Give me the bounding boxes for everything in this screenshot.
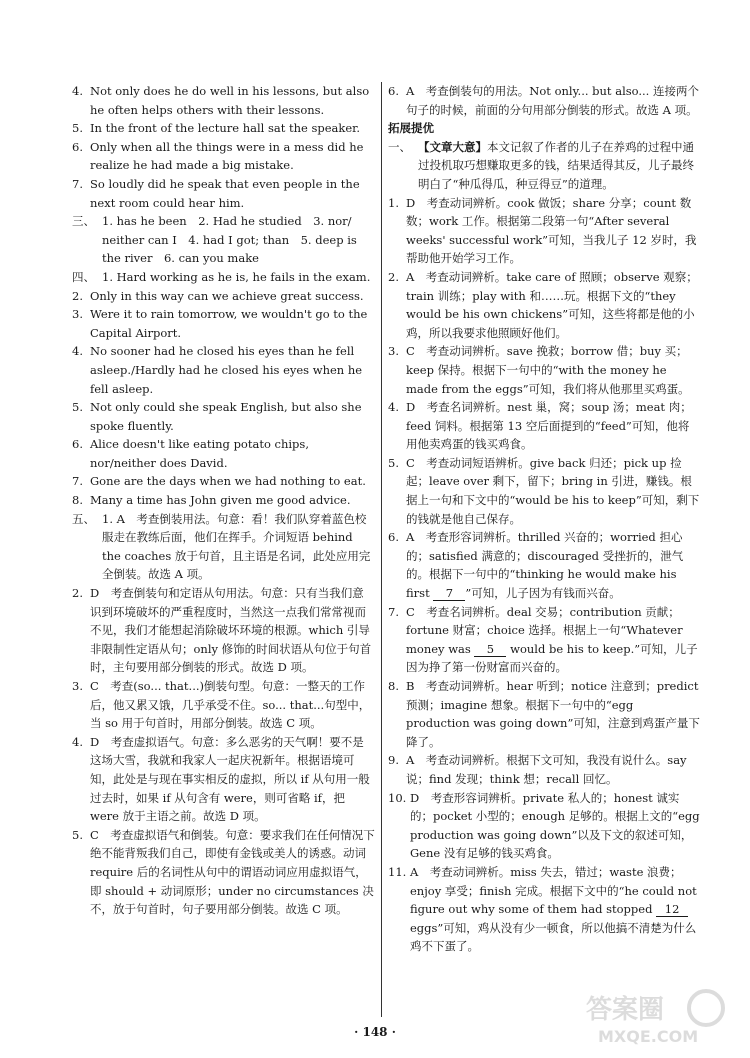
item-text: 1. A 考查倒装用法。句意：看！我们队穿着蓝色校服走在教练后面，他们在挥手。介词短语 behind the coaches 放于句首，且主语是名词，此处应用完全倒装。故选 A 项。	[102, 511, 371, 582]
item-number: 6.	[72, 437, 83, 452]
item-text: D 考查虚拟语气。句意：多么恶劣的天气啊！要不是这场大雪，我就和我家人一起庆祝新年。根据语境可知，此处是与现在事实相反的虚拟，所以 if 从句用一般过去时，如果 if 从句含有 were，则可省略 if，把 were 放于主语之前。故选 D 项。	[90, 734, 370, 824]
item-text: Alice doesn't like eating potato chips, nor/neither does David.	[90, 437, 309, 470]
item-text: D 考查倒装句和定语从句用法。句意：只有当我们意识到环境破坏的严重程度时，当然这一点我们常常视而不见，我们才能想起消除破坏环境的根源。which 引导非限制性定语从句；only 修饰的时间状语从句位于句首时，主句要用部分倒装的形式。故选 D 项。	[90, 586, 372, 675]
answer-item	[72, 398, 375, 435]
item-text: C 考查(so... that...)倒装句型。句意：一整天的工作后，他又累又饿，几乎承受不住。so... that...句型中，当 so 用于句首时，用部分倒装。故选 C 项。	[90, 679, 371, 731]
answer-item	[72, 138, 375, 175]
item-number: 9.	[388, 753, 399, 768]
right-answers	[388, 194, 700, 956]
item-number: 7.	[72, 474, 83, 489]
item-text: C 考查虚拟语气和倒装。句意：要求我们在任何情况下绝不能背叛我们自己，即使有金钱或美人的诱惑。动词 require 后的名词性从句中的谓语动词应用虚拟语气，即 should + 动词原形；under no circumstances 决不，放于句首时，句子要用部分倒装。故选 C 项。	[90, 827, 375, 917]
answer-item	[388, 398, 700, 454]
item-number: 3.	[72, 679, 83, 693]
item-text: Not only could she speak English, but also she spoke fluently.	[90, 400, 362, 433]
item-text: B 考查动词辨析。hear 听到；notice 注意到；predict 预测；imagine 想象。根据下一句中的“egg production was going down”可知，注意到鸡蛋产量下降了。	[406, 679, 700, 749]
item-text: ”可知，儿子因为有钱而兴奋。	[465, 586, 621, 601]
item-number: 三、	[72, 214, 95, 229]
item-text: eggs”可知，鸡从没有少一顿食，所以他搞不清楚为什么鸡不下蛋了。	[410, 920, 697, 954]
item-text: In the front of the lecture hall sat the speaker.	[90, 121, 361, 136]
answer-item	[72, 268, 375, 287]
item-number: 4.	[72, 734, 83, 749]
item-number: 2.	[72, 586, 83, 601]
item-text: C 考查动词辨析。save 挽救；borrow 借；buy 买；keep 保持。根据下一句中的“with the money he made from the eggs”可知，我们将从他那里买鸡蛋。	[406, 344, 690, 396]
item-number: 四、	[72, 269, 95, 284]
section-title: 拓展提优	[388, 121, 434, 136]
item-text: So loudly did he speak that even people in the next room could hear him.	[90, 176, 360, 210]
item-number: 7.	[72, 176, 83, 191]
svg-text:MXQE.COM: MXQE.COM	[598, 1027, 699, 1046]
answer-item	[72, 491, 375, 510]
answer-item	[388, 677, 700, 751]
item-text: A 考查动词辨析。根据下文可知，我没有说什么。say 说；find 发现；think 想；recall 回忆。	[406, 753, 687, 786]
item-text: Only in this way can we achieve great success.	[90, 288, 364, 303]
blank-number: 5	[474, 642, 506, 657]
article-summary	[388, 138, 700, 194]
item-text: Gone are the days when we had nothing to eat.	[90, 474, 366, 489]
item-number: 五、	[72, 511, 95, 526]
item-text: Not only does he do well in his lessons, but also he often helps others with their lessons.	[90, 84, 370, 117]
answer-item	[388, 863, 700, 956]
answer-item	[72, 826, 375, 919]
item-text: Only when all the things were in a mess did he realize he had made a big mistake.	[90, 139, 364, 173]
answer-item	[72, 677, 375, 733]
item-text: Were it to rain tomorrow, we wouldn't go to the Capital Airport.	[90, 307, 368, 340]
item-number: 6.	[388, 530, 399, 545]
item-text: D 考查动词辨析。cook 做饭；share 分享；count 数数；work 工作。根据第二段第一句“After several weeks' successful work”可知，当我儿子 12 岁时，我帮助他开始学习工作。	[406, 195, 697, 266]
item-number: 4.	[72, 84, 83, 98]
item-number: 10.	[388, 790, 407, 805]
answer-item	[72, 212, 375, 268]
item-number: 5.	[388, 455, 399, 470]
column-divider	[381, 82, 382, 1017]
item-text: Many a time has John given me good advice.	[90, 493, 351, 508]
item-number: 6.	[388, 84, 399, 98]
answer-item	[388, 82, 700, 119]
summary-number: 一、	[388, 139, 411, 154]
blank-number: 7	[433, 586, 465, 601]
item-number: 4.	[388, 400, 399, 415]
answer-item	[388, 603, 700, 677]
item-number: 7.	[388, 604, 399, 619]
item-text: 1. has he been 2. Had he studied 3. nor/ neither can I 4. had I got; than 5. deep is the river 6. can you make	[102, 214, 357, 266]
answer-item	[388, 454, 700, 528]
item-number: 2.	[388, 269, 399, 284]
answer-item	[72, 733, 375, 826]
item-number: 8.	[388, 679, 399, 693]
answer-item	[388, 268, 700, 342]
answer-item	[72, 82, 375, 119]
answer-item	[388, 751, 700, 788]
left-column	[72, 82, 375, 919]
answer-item	[72, 119, 375, 138]
answer-item	[388, 194, 700, 268]
item-text: C 考查名词辨析。deal 交易；contribution 贡献；fortune 财富；choice 选择。根据上一句“Whatever money was	[406, 604, 683, 656]
answer-item	[72, 305, 375, 342]
right-column	[388, 82, 700, 956]
item-number: 5.	[72, 827, 83, 842]
answer-item	[388, 342, 700, 398]
summary-text: 本文记叙了作者的儿子在养鸡的过程中通过投机取巧想赚取更多的钱，结果适得其反，儿子最终明白了“种瓜得瓜，种豆得豆”的道理。	[418, 139, 694, 191]
item-text: C 考查动词短语辨析。give back 归还；pick up 捡起；leave over 剩下，留下；bring in 引进，赚钱。根据上一句和下文中的“would be his to keep”可知，剩下的钱就是他自己保存。	[406, 455, 700, 526]
item-number: 4.	[72, 344, 83, 359]
item-number: 1.	[388, 195, 399, 210]
answer-item	[72, 510, 375, 584]
right-top-answers	[388, 82, 700, 119]
item-text: 1. Hard working as he is, he fails in the exam.	[102, 269, 371, 284]
item-text: A 考查形容词辨析。thrilled 兴奋的；worried 担心的；satisfied 满意的；discouraged 受挫折的，泄气的。根据下一句中的“thinking he would make his first	[406, 530, 684, 601]
svg-text:答案圈: 答案圈	[586, 995, 665, 1025]
answer-item	[72, 584, 375, 677]
answer-item	[72, 472, 375, 491]
item-text: would be his to keep.”可知，儿子因为挣了第一份财富而兴奋的。	[406, 641, 698, 675]
item-number: 8.	[72, 493, 83, 508]
item-text: A 考查动词辨析。miss 失去，错过；waste 浪费；enjoy 享受；finish 完成。根据下文中的“he could not figure out why some of them had stopped	[410, 864, 697, 917]
answer-item	[72, 287, 375, 306]
item-text: D 考查形容词辨析。private 私人的；honest 诚实的；pocket 小型的；enough 足够的。根据上文的“egg production was going down”以及下文的叙述可知，Gene 没有足够的钱买鸡食。	[410, 790, 700, 861]
item-text: A 考查倒装句的用法。Not only... but also... 连接两个句子的时候，前面的分句用部分倒装的形式。故选 A 项。	[406, 84, 699, 117]
watermark-logo	[582, 986, 732, 1048]
item-number: 2.	[72, 288, 83, 303]
item-text: D 考查名词辨析。nest 巢，窝；soup 汤；meat 肉；feed 饲料。根据第 13 空后面提到的“feed”可知，他将用他卖鸡蛋的钱买鸡食。	[406, 400, 692, 452]
blank-number: 12	[656, 902, 688, 917]
answer-item	[388, 528, 700, 602]
item-number: 3.	[388, 344, 399, 359]
item-number: 3.	[72, 307, 83, 322]
answer-item	[72, 435, 375, 472]
item-text: No sooner had he closed his eyes than he fell asleep./Hardly had he closed his eyes when he fell asleep.	[90, 344, 363, 396]
item-number: 5.	[72, 400, 83, 415]
page-number: · 148 ·	[354, 1025, 396, 1039]
item-number: 6.	[72, 139, 83, 154]
summary-label: 【文章大意】	[418, 139, 487, 154]
answer-item	[72, 175, 375, 212]
item-number: 5.	[72, 121, 83, 136]
item-text: A 考查动词辨析。take care of 照顾；observe 观察；train 训练；play with 和……玩。根据下文的“they would be his own chickens”可知，这些将都是他的小鸡，所以我要求他照顾好他们。	[406, 269, 698, 340]
answer-item	[72, 342, 375, 398]
answer-item	[388, 789, 700, 863]
item-number: 11.	[388, 864, 407, 879]
